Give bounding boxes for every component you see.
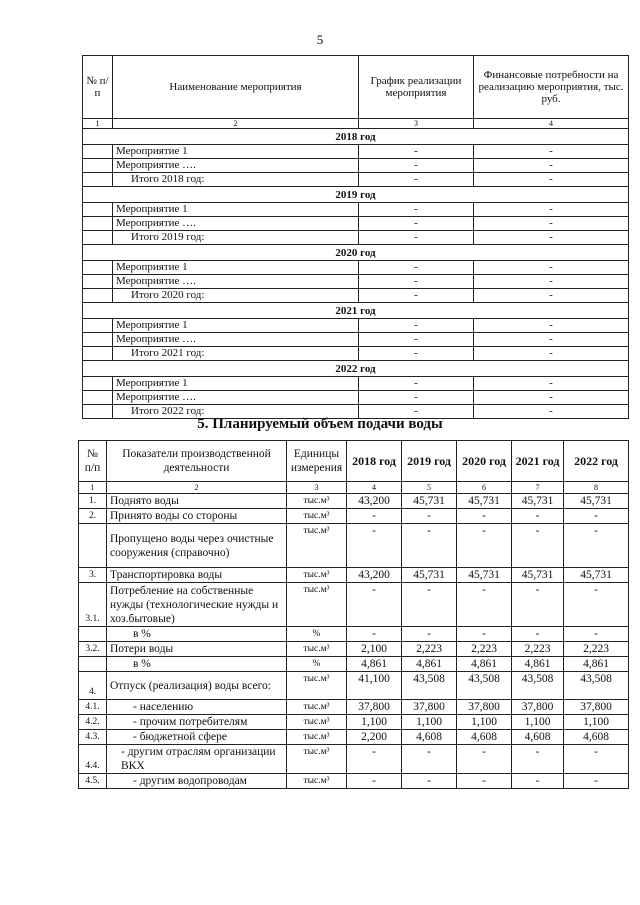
indicator-value: 2,223 (402, 642, 457, 657)
measure-name: Мероприятие …. (113, 391, 359, 405)
measure-schedule: - (359, 391, 474, 405)
indicator-value: 4,608 (402, 730, 457, 745)
measure-financing: - (474, 217, 629, 231)
indicator-unit: % (287, 657, 347, 672)
measure-financing: - (474, 333, 629, 347)
measure-schedule: - (359, 159, 474, 173)
measure-financing: - (474, 203, 629, 217)
indicator-value: - (457, 524, 512, 568)
measure-financing: - (474, 405, 629, 419)
indicator-num: 4.5. (79, 774, 107, 789)
indicator-num (79, 627, 107, 642)
indicator-value: 45,731 (402, 568, 457, 583)
indicator-value: 2,223 (564, 642, 629, 657)
measure-financing: - (474, 231, 629, 245)
indicator-row (79, 672, 629, 700)
col-number: 8 (564, 482, 629, 494)
indicator-name: Потери воды (107, 642, 287, 657)
measure-num (83, 319, 113, 333)
measure-name: Мероприятие …. (113, 275, 359, 289)
year-row (83, 187, 629, 203)
indicator-value: 4,608 (457, 730, 512, 745)
year-label: 2022 год (83, 361, 629, 377)
indicator-name: - населению (107, 700, 287, 715)
indicator-row (79, 700, 629, 715)
indicator-num (79, 657, 107, 672)
measure-num (83, 145, 113, 159)
year-row (83, 303, 629, 319)
measure-row (83, 159, 629, 173)
header-year-2022: 2022 год (564, 441, 629, 482)
measure-row (83, 261, 629, 275)
year-row (83, 129, 629, 145)
header-indicators: Показатели производственной деятельности (107, 441, 287, 482)
measure-row (83, 173, 629, 187)
col-number: 1 (79, 482, 107, 494)
indicator-unit: тыс.м³ (287, 494, 347, 509)
measure-financing: - (474, 159, 629, 173)
indicator-value: - (347, 627, 402, 642)
indicator-value: 1,100 (347, 715, 402, 730)
indicator-unit: тыс.м³ (287, 583, 347, 627)
indicator-value: 37,800 (512, 700, 564, 715)
col-number: 6 (457, 482, 512, 494)
indicator-row (79, 627, 629, 642)
indicator-unit: тыс.м³ (287, 700, 347, 715)
indicator-value: - (402, 745, 457, 774)
indicator-value: 4,861 (457, 657, 512, 672)
measures-table-header (83, 56, 629, 119)
measure-name: Итого 2022 год: (113, 405, 359, 419)
indicator-value: - (402, 627, 457, 642)
header-num: № п/п (83, 56, 113, 119)
indicator-value: 37,800 (347, 700, 402, 715)
indicator-num: 2. (79, 509, 107, 524)
indicator-value: - (402, 509, 457, 524)
indicator-value: 43,508 (512, 672, 564, 700)
measure-row (83, 231, 629, 245)
water-supply-table (78, 440, 629, 789)
header-year-2020: 2020 год (457, 441, 512, 482)
indicator-value: 1,100 (512, 715, 564, 730)
indicator-value: - (564, 627, 629, 642)
indicator-value: 45,731 (457, 568, 512, 583)
indicator-value: - (457, 509, 512, 524)
year-label: 2021 год (83, 303, 629, 319)
col-number: 5 (402, 482, 457, 494)
indicator-name: Принято воды со стороны (107, 509, 287, 524)
year-label: 2020 год (83, 245, 629, 261)
indicator-value: 2,100 (347, 642, 402, 657)
indicator-value: 4,861 (402, 657, 457, 672)
measure-num (83, 159, 113, 173)
indicator-value: - (347, 524, 402, 568)
indicator-value: 2,223 (457, 642, 512, 657)
measure-row (83, 347, 629, 361)
indicator-name: - другим водопроводам (107, 774, 287, 789)
indicator-row (79, 583, 629, 627)
header-year-2019: 2019 год (402, 441, 457, 482)
header-schedule: График реализации мероприятия (359, 56, 474, 119)
measure-schedule: - (359, 261, 474, 275)
indicator-row (79, 568, 629, 583)
indicator-value: - (402, 774, 457, 789)
indicator-unit: тыс.м³ (287, 745, 347, 774)
indicator-row (79, 774, 629, 789)
indicator-value: - (512, 583, 564, 627)
indicator-unit: тыс.м³ (287, 715, 347, 730)
indicator-name: в % (107, 627, 287, 642)
indicator-value: - (512, 745, 564, 774)
indicator-name: - прочим потребителям (107, 715, 287, 730)
column-numbers-row (83, 119, 629, 129)
indicator-row (79, 642, 629, 657)
measure-row (83, 319, 629, 333)
indicator-unit: тыс.м³ (287, 730, 347, 745)
col-number: 7 (512, 482, 564, 494)
indicator-name: Пропущено воды через очистные сооружения (справочно) (107, 524, 287, 568)
header-measure-name: Наименование мероприятия (113, 56, 359, 119)
indicator-value: 37,800 (402, 700, 457, 715)
indicator-value: 43,200 (347, 568, 402, 583)
indicator-value: - (457, 583, 512, 627)
measure-schedule: - (359, 231, 474, 245)
measure-financing: - (474, 319, 629, 333)
indicator-value: - (347, 583, 402, 627)
measure-row (83, 203, 629, 217)
indicator-value: 45,731 (564, 494, 629, 509)
indicator-num: 4. (79, 672, 107, 700)
measure-name: Итого 2018 год: (113, 173, 359, 187)
indicator-unit: % (287, 627, 347, 642)
indicator-value: - (564, 774, 629, 789)
indicator-value: 2,200 (347, 730, 402, 745)
measure-schedule: - (359, 203, 474, 217)
indicator-num: 3. (79, 568, 107, 583)
measure-name: Мероприятие 1 (113, 261, 359, 275)
measure-financing: - (474, 261, 629, 275)
measure-num (83, 377, 113, 391)
indicator-name: - бюджетной сфере (107, 730, 287, 745)
indicator-value: 43,200 (347, 494, 402, 509)
measure-name: Мероприятие …. (113, 333, 359, 347)
year-row (83, 361, 629, 377)
measure-name: Итого 2019 год: (113, 231, 359, 245)
indicator-num: 1. (79, 494, 107, 509)
indicator-row (79, 657, 629, 672)
measure-row (83, 217, 629, 231)
indicator-num: 4.1. (79, 700, 107, 715)
indicator-value: 43,508 (564, 672, 629, 700)
indicator-value: - (512, 774, 564, 789)
measure-schedule: - (359, 405, 474, 419)
indicator-value: 1,100 (457, 715, 512, 730)
indicator-value: - (564, 745, 629, 774)
indicator-value: - (457, 745, 512, 774)
measure-name: Мероприятие 1 (113, 203, 359, 217)
col-number: 1 (83, 119, 113, 129)
indicator-row (79, 715, 629, 730)
indicator-value: - (347, 774, 402, 789)
measure-financing: - (474, 145, 629, 159)
header-year-2021: 2021 год (512, 441, 564, 482)
measure-num (83, 289, 113, 303)
indicator-num: 3.2. (79, 642, 107, 657)
measure-num (83, 231, 113, 245)
measure-schedule: - (359, 377, 474, 391)
indicator-value: 4,861 (512, 657, 564, 672)
indicator-num: 4.3. (79, 730, 107, 745)
indicator-value: - (347, 509, 402, 524)
indicator-value: - (402, 583, 457, 627)
measure-num (83, 347, 113, 361)
measure-financing: - (474, 289, 629, 303)
measure-financing: - (474, 391, 629, 405)
indicator-name: - другим отраслям организации ВКХ (107, 745, 287, 774)
header-year-2018: 2018 год (347, 441, 402, 482)
header-units: Единицы измерения (287, 441, 347, 482)
measure-schedule: - (359, 347, 474, 361)
measure-name: Мероприятие 1 (113, 377, 359, 391)
measure-schedule: - (359, 333, 474, 347)
indicator-value: 4,608 (564, 730, 629, 745)
indicator-value: - (457, 774, 512, 789)
measure-row (83, 391, 629, 405)
year-row (83, 245, 629, 261)
indicator-name: Отпуск (реализация) воды всего: (107, 672, 287, 700)
indicator-row (79, 524, 629, 568)
measure-schedule: - (359, 275, 474, 289)
page-number: 5 (316, 32, 324, 47)
measure-financing: - (474, 377, 629, 391)
indicator-value: - (457, 627, 512, 642)
indicator-value: 37,800 (564, 700, 629, 715)
measure-schedule: - (359, 145, 474, 159)
indicator-num (79, 524, 107, 568)
indicator-row (79, 730, 629, 745)
measure-name: Мероприятие 1 (113, 145, 359, 159)
indicator-unit: тыс.м³ (287, 568, 347, 583)
indicator-value: - (402, 524, 457, 568)
indicator-value: - (347, 745, 402, 774)
indicator-value: 45,731 (402, 494, 457, 509)
indicator-value: 45,731 (512, 494, 564, 509)
indicator-num: 4.2. (79, 715, 107, 730)
col-number: 4 (347, 482, 402, 494)
indicator-unit: тыс.м³ (287, 774, 347, 789)
measure-schedule: - (359, 217, 474, 231)
measures-table (82, 55, 629, 419)
indicator-unit: тыс.м³ (287, 509, 347, 524)
measure-name: Мероприятие …. (113, 159, 359, 173)
indicator-value: - (564, 583, 629, 627)
measure-num (83, 261, 113, 275)
indicator-name: в % (107, 657, 287, 672)
indicator-unit: тыс.м³ (287, 672, 347, 700)
measure-name: Мероприятие 1 (113, 319, 359, 333)
col-number: 2 (107, 482, 287, 494)
indicator-num: 3.1. (79, 583, 107, 627)
indicator-row (79, 745, 629, 774)
indicator-value: 1,100 (402, 715, 457, 730)
indicator-value: 41,100 (347, 672, 402, 700)
indicator-value: - (512, 627, 564, 642)
measure-financing: - (474, 275, 629, 289)
measure-row (83, 377, 629, 391)
indicator-value: 43,508 (457, 672, 512, 700)
indicator-num: 4.4. (79, 745, 107, 774)
measure-name: Итого 2021 год: (113, 347, 359, 361)
column-numbers-row (79, 482, 629, 494)
measure-num (83, 275, 113, 289)
col-number: 4 (474, 119, 629, 129)
indicator-value: 2,223 (512, 642, 564, 657)
measure-row (83, 275, 629, 289)
measure-financing: - (474, 347, 629, 361)
indicator-value: 1,100 (564, 715, 629, 730)
indicator-value: 45,731 (512, 568, 564, 583)
measure-name: Итого 2020 год: (113, 289, 359, 303)
indicator-name: Потребление на собственные нужды (технологические нужды и хоз.бытовые) (107, 583, 287, 627)
indicator-value: 4,861 (347, 657, 402, 672)
measure-num (83, 333, 113, 347)
measure-num (83, 391, 113, 405)
indicator-value: 4,608 (512, 730, 564, 745)
indicator-value: 37,800 (457, 700, 512, 715)
col-number: 3 (359, 119, 474, 129)
col-number: 2 (113, 119, 359, 129)
indicator-row (79, 509, 629, 524)
indicator-row (79, 494, 629, 509)
water-table-header (79, 441, 629, 482)
year-label: 2018 год (83, 129, 629, 145)
measure-row (83, 289, 629, 303)
indicator-value: 45,731 (457, 494, 512, 509)
section-title: 5. Планируемый объем подачи воды (197, 416, 443, 432)
indicator-unit: тыс.м³ (287, 524, 347, 568)
header-financing: Финансовые потребности на реализацию мероприятия, тыс. руб. (474, 56, 629, 119)
measure-num (83, 173, 113, 187)
indicator-name: Транспортировка воды (107, 568, 287, 583)
indicator-unit: тыс.м³ (287, 642, 347, 657)
indicator-value: 45,731 (564, 568, 629, 583)
indicator-name: Поднято воды (107, 494, 287, 509)
measure-num (83, 203, 113, 217)
measure-num (83, 217, 113, 231)
year-label: 2019 год (83, 187, 629, 203)
measure-row (83, 145, 629, 159)
measure-schedule: - (359, 289, 474, 303)
header-num: № п/п (79, 441, 107, 482)
indicator-value: - (564, 524, 629, 568)
measure-name: Мероприятие …. (113, 217, 359, 231)
indicator-value: 43,508 (402, 672, 457, 700)
measure-schedule: - (359, 173, 474, 187)
indicator-value: - (564, 509, 629, 524)
indicator-value: 4,861 (564, 657, 629, 672)
measure-financing: - (474, 173, 629, 187)
measure-schedule: - (359, 319, 474, 333)
indicator-value: - (512, 524, 564, 568)
indicator-value: - (512, 509, 564, 524)
measure-row (83, 333, 629, 347)
col-number: 3 (287, 482, 347, 494)
